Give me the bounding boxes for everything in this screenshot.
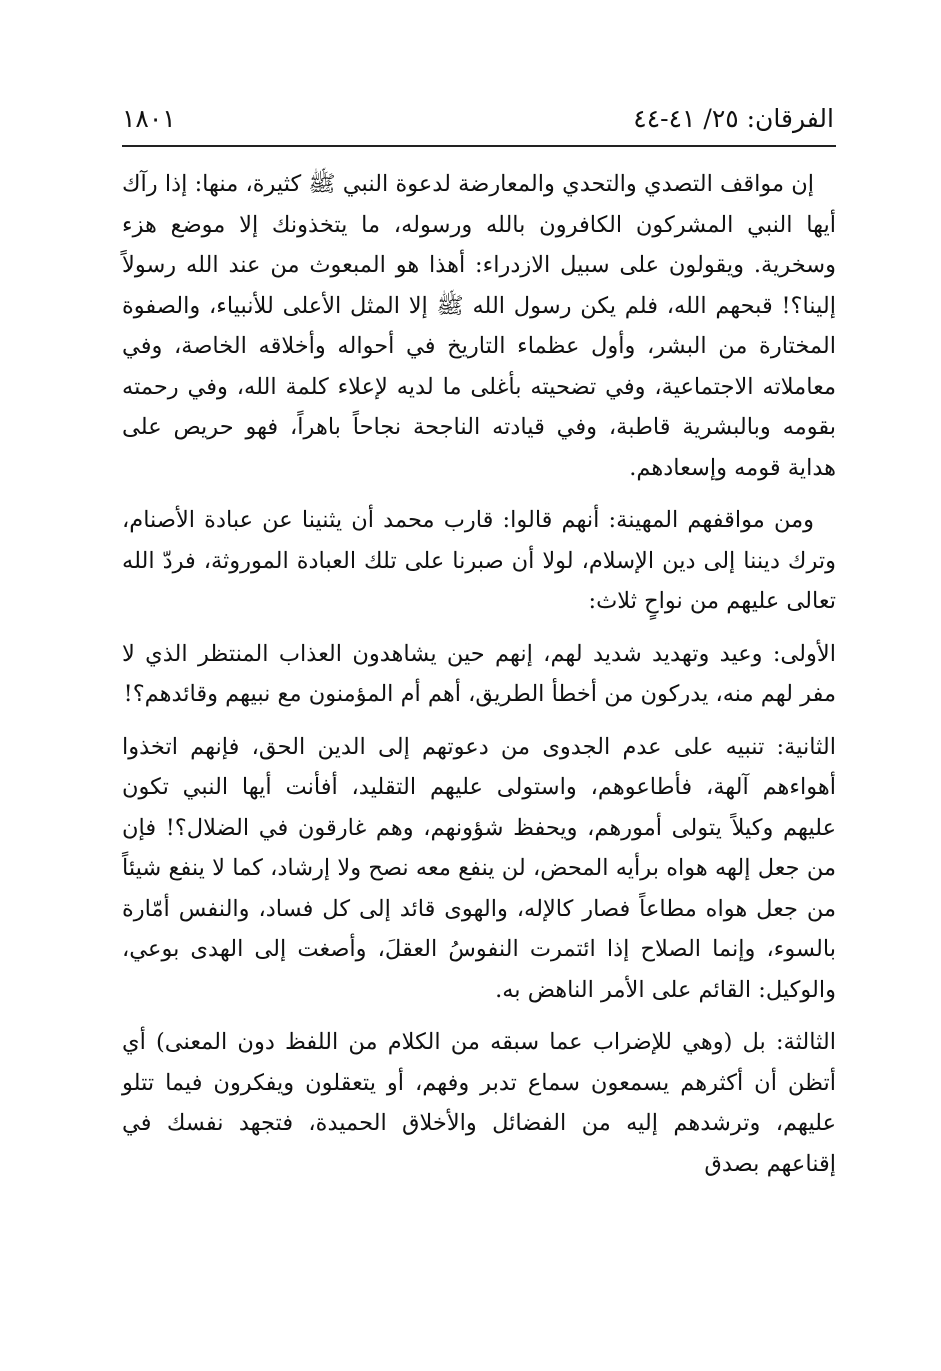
chapter-reference: الفرقان: ٢٥/ ٤١-٤٤ [633,104,834,133]
paragraph-demeaning-positions: ومن مواقفهم المهينة: أنهم قالوا: قارب محمد أن يثنينا عن عبادة الأصنام، وترك ديننا إلى دين الإسلام، لولا أن صبرنا على تلك العبادة الموروثة، فردّ الله تعالى عليهم من نواحٍ ثلاث: [122,507,836,614]
header-rule [122,145,836,147]
paragraph-second-response: الثانية: تنبيه على عدم الجدوى من دعوتهم إلى الدين الحق، فإنهم اتخذوا أهواءهم آلهة، فأطاعوهم، واستولى عليهم التقليد، أفأنت أيها النبي تكون عليهم وكيلاً يتولى أمورهم، ويحفظ شؤونهم، وهم غارقون في الضلال؟! فإن من جعل إلهه هواه برأيه المحض، لن ينفع معه نصح ولا إرشاد، كما لا ينفع شيئاً من جعل هواه مطاعاً فصار كالإله، والهوى قائد إلى كل فساد، والنفس أمّارة بالسوء، وإنما الصلاح إذا ائتمرت النفوسُ العقلَ، وأصغت إلى الهدى بوعي، والوكيل: القائم على الأمر الناهض به. [122,733,836,1003]
page-header [122,96,834,140]
body-text [122,164,836,1196]
paragraph-first-response: الأولى: وعيد وتهديد شديد لهم، إنهم حين يشاهدون العذاب المنتظر الذي لا مفر لهم منه، يدركون من أخطأ الطريق، أهم أم المؤمنون مع نبيهم وقائدهم؟! [122,640,836,707]
page-number: ١٨٠١ [122,104,176,133]
paragraph-opposition: إن مواقف التصدي والتحدي والمعارضة لدعوة النبي ﷺ كثيرة، منها: إذا رآك أيها النبي المشركون الكافرون بالله ورسوله، ما يتخذونك إلا موضع هزء وسخرية. ويقولون على سبيل الازدراء: أهذا هو المبعوث من عند الله رسولاً إلينا؟! قبحهم الله، فلم يكن رسول الله ﷺ إلا المثل الأعلى للأنبياء، والصفوة المختارة من البشر، وأول عظماء التاريخ في أحواله وأخلاقه الخاصة، وفي معاملاته الاجتماعية، وفي تضحيته بأغلى ما لديه لإعلاء كلمة الله، وفي رحمته بقومه وبالبشرية قاطبة، وفي قيادته الناجحة نجاحاً باهراً، فهو حريص على هداية قومه وإسعادهم. [122,171,836,481]
paragraph-third-response: الثالثة: بل (وهي للإضراب عما سبقه من الكلام من اللفظ دون المعنى) أي أتظن أن أكثرهم يسمعون سماع تدبر وفهم، أو يتعقلون ويفكرون فيما تتلو عليهم، وترشدهم إليه من الفضائل والأخلاق الحميدة، فتجهد نفسك في إقناعهم بصدق [122,1029,836,1177]
